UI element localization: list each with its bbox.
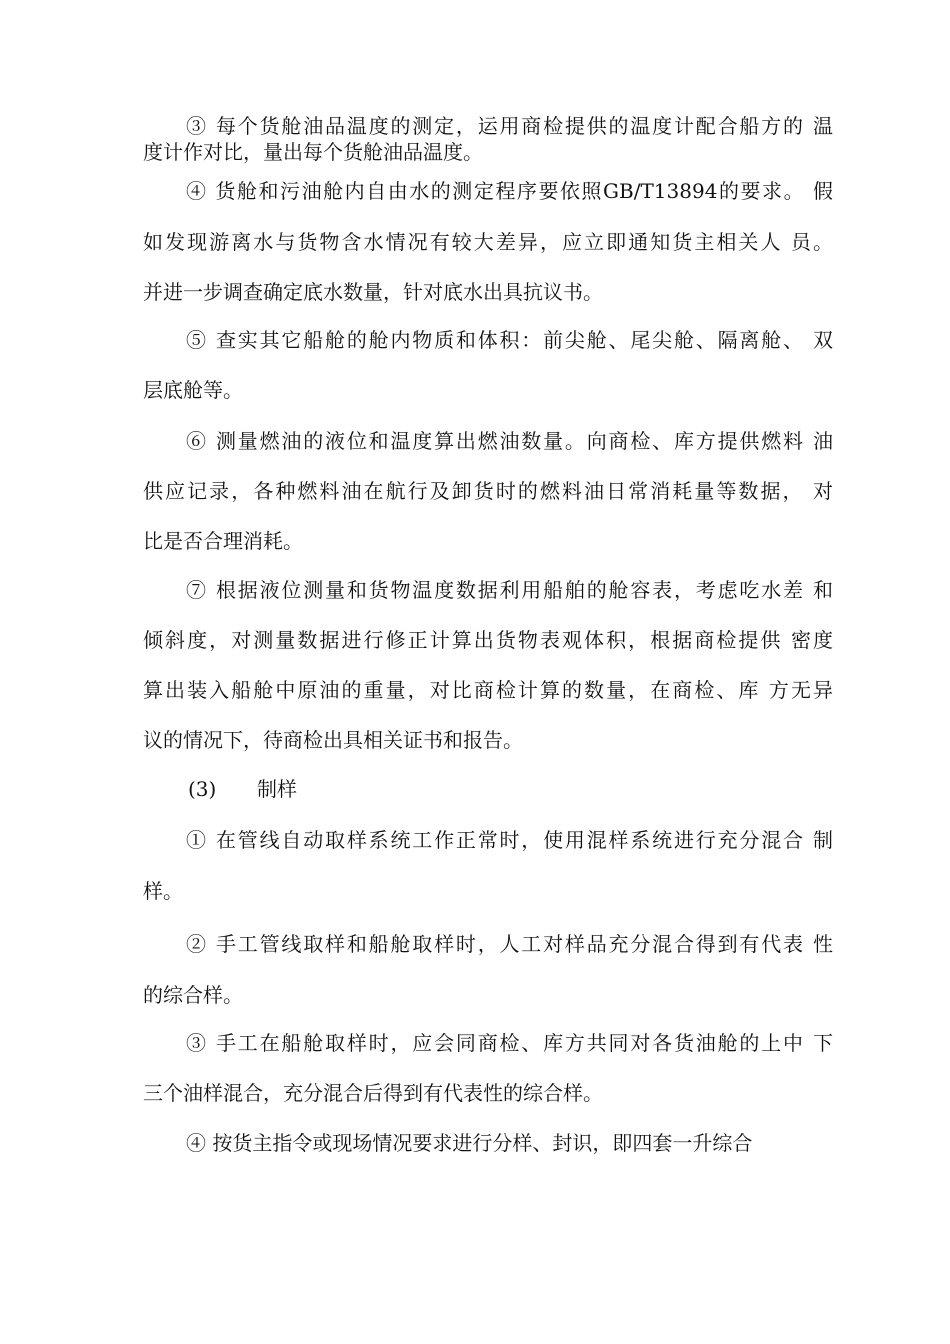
paragraph-line: ⑦ 根据液位测量和货物温度数据利用船舶的舱容表，考虑吃水差 和	[186, 578, 833, 602]
paragraph-line: 算出装入船舱中原油的重量，对比商检计算的数量，在商检、库 方无异	[143, 678, 833, 702]
paragraph-line: ③ 手工在船舱取样时，应会同商检、库方共同对各货油舱的上中 下	[186, 1031, 833, 1055]
paragraph-line: ① 在管线自动取样系统工作正常时，使用混样系统进行充分混合 制	[186, 828, 833, 852]
paragraph-line: 样。	[143, 879, 183, 903]
paragraph-line: ③ 每个货舱油品温度的测定，运用商检提供的温度计配合船方的 温	[186, 114, 833, 138]
paragraph-line: ⑥ 测量燃油的液位和温度算出燃油数量。向商检、库方提供燃料 油	[186, 429, 833, 453]
paragraph-line: 比是否合理消耗。	[143, 529, 303, 553]
paragraph-line: ⑤ 查实其它船舱的舱内物质和体积：前尖舱、尾尖舱、隔离舱、 双	[186, 328, 833, 352]
section-number: (3)	[188, 777, 217, 801]
section-title: 制样	[257, 777, 297, 801]
paragraph-line: 的综合样。	[143, 983, 243, 1007]
paragraph-line: 议的情况下，待商检出具相关证书和报告。	[143, 728, 523, 752]
paragraph-line: 层底舱等。	[143, 378, 243, 402]
paragraph-line: 度计作对比，量出每个货舱油品温度。	[143, 140, 483, 164]
paragraph-line: 如发现游离水与货物含水情况有较大差异，应立即通知货主相关人 员。	[143, 230, 833, 254]
paragraph-line: 三个油样混合，充分混合后得到有代表性的综合样。	[143, 1081, 603, 1105]
paragraph-line: 并进一步调查确定底水数量，针对底水出具抗议书。	[143, 280, 603, 304]
paragraph-line: ② 手工管线取样和船舱取样时，人工对样品充分混合得到有代表 性	[186, 932, 833, 956]
paragraph-line: ④ 按货主指令或现场情况要求进行分样、封识，即四套一升综合	[186, 1131, 753, 1155]
paragraph-line: 供应记录，各种燃料油在航行及卸货时的燃料油日常消耗量等数据， 对	[143, 479, 833, 503]
paragraph-line: ④ 货舱和污油舱内自由水的测定程序要依照GB/T13894的要求。 假	[186, 179, 833, 203]
paragraph-line: 倾斜度，对测量数据进行修正计算出货物表观体积，根据商检提供 密度	[143, 628, 833, 652]
